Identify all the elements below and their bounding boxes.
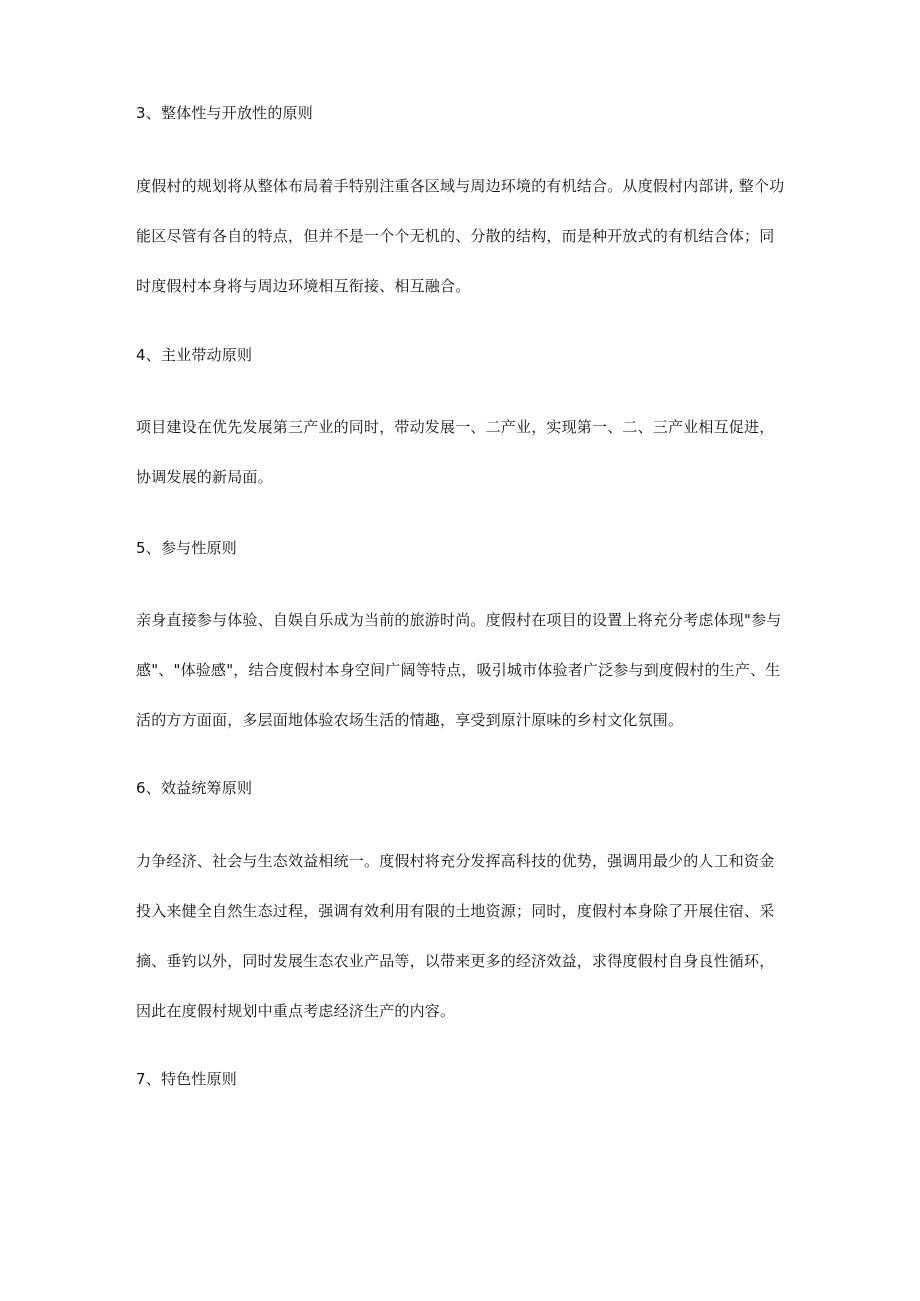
section-paragraph-3 (136, 174, 796, 298)
paragraph-line: 亲身直接参与体验、自娱自乐成为当前的旅游时尚。度假村在项目的设置上将充分考虑体现"参与 (136, 611, 782, 629)
paragraph-line: 项目建设在优先发展第三产业的同时，带动发展一、二产业，实现第一、二、三产业相互促进， (136, 418, 775, 436)
section-heading-4: 4、主业带动原则 (136, 346, 253, 364)
paragraph-line: 摘、垂钓以外，同时发展生态农业产品等，以带来更多的经济效益，求得度假村自身良性循环， (136, 952, 775, 970)
section-heading-5: 5、参与性原则 (136, 539, 237, 557)
paragraph-line: 活的方方面面，多层面地体验农场生活的情趣，享受到原汁原味的乡村文化氛围。 (136, 711, 684, 729)
section-heading-3: 3、整体性与开放性的原则 (136, 104, 313, 122)
paragraph-line: 因此在度假村规划中重点考虑经济生产的内容。 (136, 1002, 456, 1020)
section-paragraph-4 (136, 415, 796, 489)
section-heading-7: 7、特色性原则 (136, 1070, 237, 1088)
section-paragraph-5 (136, 608, 796, 732)
paragraph-line: 能区尽管有各自的特点，但并不是一个个无机的、分散的结构，而是种开放式的有机结合体；同 (136, 227, 775, 245)
paragraph-line: 力争经济、社会与生态效益相统一。度假村将充分发挥高科技的优势，强调用最少的人工和资金 (136, 852, 775, 870)
paragraph-line: 度假村的规划将从整体布局着手特别注重各区域与周边环境的有机结合。从度假村内部讲, 整个功 (136, 177, 785, 195)
paragraph-line: 协调发展的新局面。 (136, 468, 273, 486)
section-paragraph-6 (136, 849, 796, 1023)
section-heading-6: 6、效益统筹原则 (136, 779, 253, 797)
paragraph-line: 感"、"体验感"，结合度假村本身空间广阔等特点，吸引城市体验者广泛参与到度假村的生产、生 (136, 661, 781, 679)
paragraph-line: 投入来健全自然生态过程，强调有效利用有限的土地资源；同时，度假村本身除了开展住宿、采 (136, 902, 775, 920)
paragraph-line: 时度假村本身将与周边环境相互衔接、相互融合。 (136, 277, 471, 295)
